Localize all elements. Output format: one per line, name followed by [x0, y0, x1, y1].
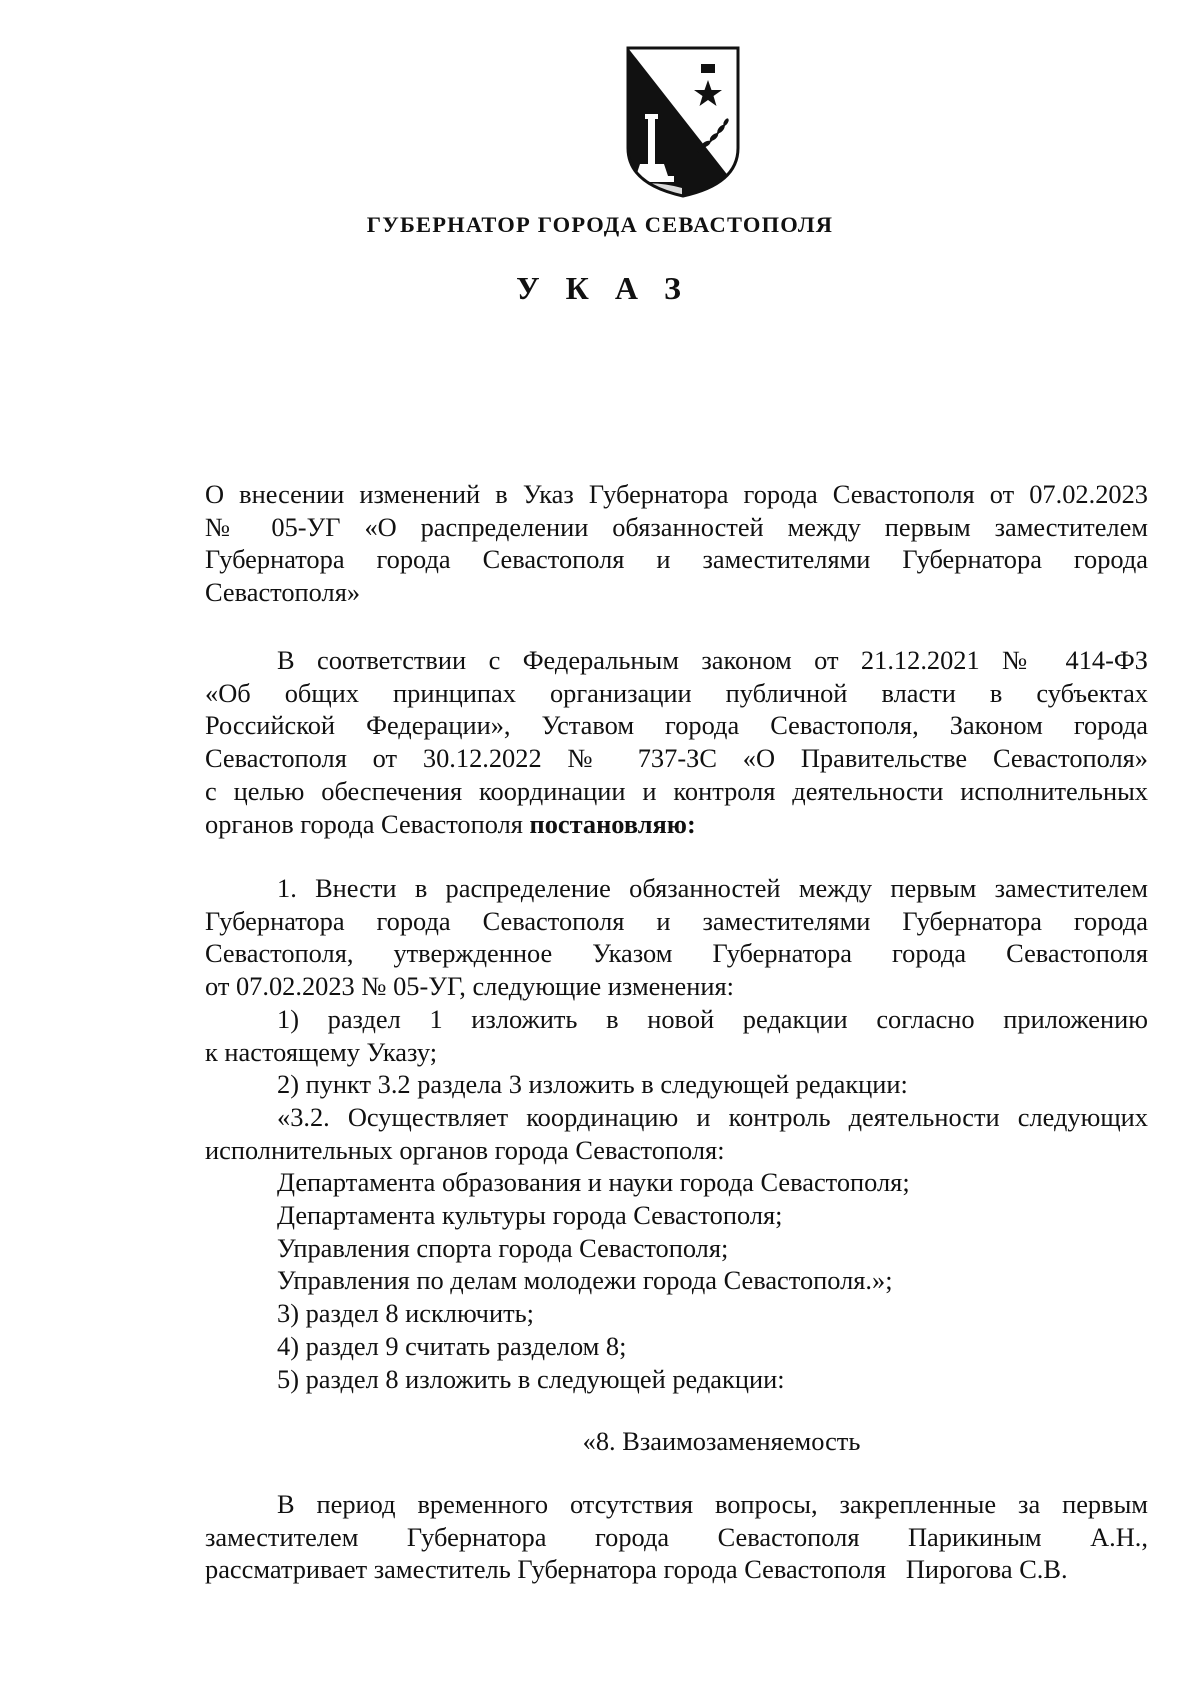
item-line: 1. Внести в распределение обязанностей между первым заместителем	[277, 873, 1148, 903]
subitem-line: к настоящему Указу;	[205, 1036, 438, 1067]
item-line: Губернатора города Севастополя и заместителями Губернатора города	[205, 905, 1148, 936]
department-line: Департамента культуры города Севастополя;	[277, 1200, 783, 1231]
department-line: Управления спорта города Севастополя;	[277, 1232, 729, 1263]
department-line: Департамента образования и науки города Севастополя;	[277, 1167, 910, 1198]
coat-of-arms-icon	[622, 44, 744, 198]
subitem-line: 3) раздел 8 исключить;	[277, 1298, 534, 1329]
section-line: заместителем Губернатора города Севастополя Парикиным А.Н.,	[205, 1521, 1148, 1552]
preamble-line: с целью обеспечения координации и контроля деятельности исполнительных	[205, 775, 1148, 806]
clause-line: исполнительных органов города Севастополя:	[205, 1134, 725, 1165]
subject-line: О внесении изменений в Указ Губернатора города Севастополя от 07.02.2023	[205, 479, 1148, 509]
preamble-line: В соответствии с Федеральным законом от 21.12.2021 № 414-ФЗ	[277, 645, 1148, 675]
subject-line: Губернатора города Севастополя и заместителями Губернатора города	[205, 544, 1148, 575]
decree-items	[205, 872, 1148, 1586]
preamble-line: «Об общих принципах организации публичной власти в субъектах	[205, 677, 1148, 708]
decree-verb: постановляю:	[529, 808, 696, 839]
preamble-line: Российской Федерации», Уставом города Севастополя, Законом города	[205, 710, 1148, 741]
subitem-line: 4) раздел 9 считать разделом 8;	[277, 1330, 627, 1361]
subject-line: Севастополя»	[205, 577, 361, 608]
decree-preamble	[205, 644, 1148, 840]
subitem-line: 2) пункт 3.2 раздела 3 изложить в следующей редакции:	[277, 1069, 908, 1100]
department-line: Управления по делам молодежи города Севастополя.»;	[277, 1265, 893, 1296]
section-line: В период временного отсутствия вопросы, закрепленные за первым	[277, 1488, 1148, 1519]
document-type: У К А З	[516, 270, 690, 306]
item-line: от 07.02.2023 № 05-УГ, следующие изменения:	[205, 971, 734, 1002]
section-title: «8. Взаимозаменяемость	[582, 1426, 861, 1457]
subitem-line: 5) раздел 8 изложить в следующей редакции:	[277, 1363, 785, 1394]
item-line: Севастополя, утвержденное Указом Губернатора города Севастополя	[205, 938, 1148, 969]
preamble-text: органов города Севастополя	[205, 808, 530, 839]
decree-subject	[205, 478, 1148, 609]
subject-line: № 05-УГ «О распределении обязанностей между первым заместителем	[205, 511, 1148, 542]
preamble-line	[205, 808, 1148, 841]
preamble-line: Севастополя от 30.12.2022 № 737-ЗС «О Правительстве Севастополя»	[205, 743, 1148, 774]
issuing-authority: ГУБЕРНАТОР ГОРОДА СЕВАСТОПОЛЯ	[366, 212, 834, 237]
section-line: рассматривает заместитель Губернатора города Севастополя Пирогова С.В.	[205, 1554, 1068, 1585]
subitem-line: 1) раздел 1 изложить в новой редакции согласно приложению	[277, 1003, 1148, 1034]
clause-line: «3.2. Осуществляет координацию и контроль деятельности следующих	[277, 1101, 1148, 1132]
